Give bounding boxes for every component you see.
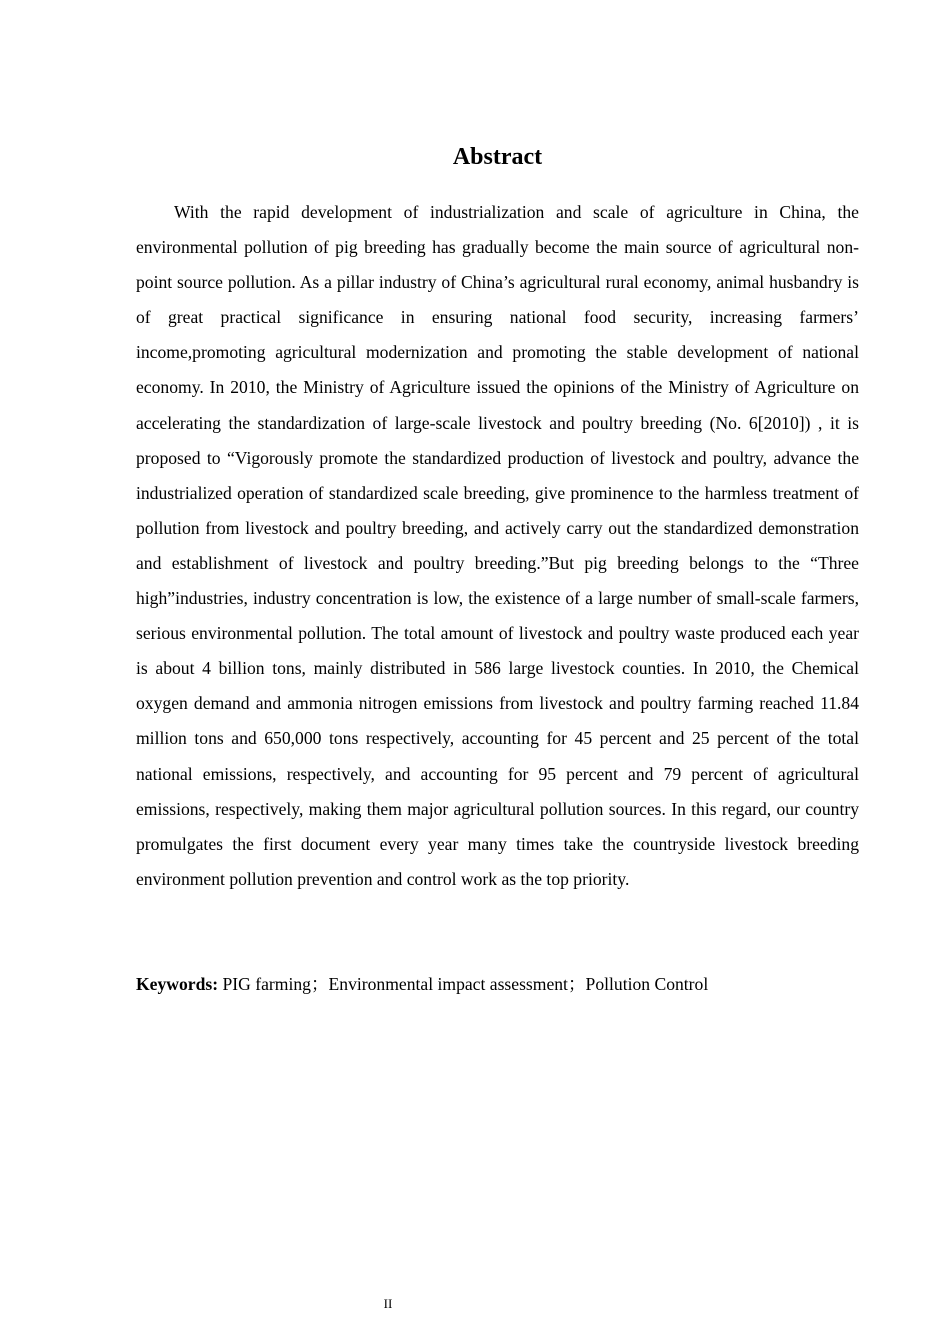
page-number: II bbox=[383, 1296, 393, 1311]
keywords-line bbox=[136, 967, 859, 1002]
keywords-label: Keywords: bbox=[136, 974, 219, 994]
abstract-title: Abstract bbox=[452, 144, 543, 170]
abstract-body: With the rapid development of industrialization and scale of agriculture in China, the environmental pollution of pig breeding has gradually become the main source of agricultural non-point source pollution. As a pillar industry of China’s agricultural rural economy, animal husbandry is of great practical significance in ensuring national food security, increasing farmers’ income,promoting agricultural modernization and promoting the stable development of national economy. In 2010, the Ministry of Agriculture issued the opinions of the Ministry of Agriculture on accelerating the standardization of large-scale livestock and poultry breeding (No. 6[2010]) , it is proposed to “Vigorously promote the standardized production of livestock and poultry, advance the industrialized operation of standardized scale breeding, give prominence to the harmless treatment of pollution from livestock and poultry breeding, and actively carry out the standardized demonstration and establishment of livestock and poultry breeding.”But pig breeding belongs to the “Three high”industries, industry concentration is low, the existence of a large number of small-scale farmers, serious environmental pollution. The total amount of livestock and poultry waste produced each year is about 4 billion tons, mainly distributed in 586 large livestock counties. In 2010, the Chemical oxygen demand and ammonia nitrogen emissions from livestock and poultry farming reached 11.84 million tons and 650,000 tons respectively, accounting for 45 percent and 25 percent of the total national emissions, respectively, and accounting for 95 percent and 79 percent of agricultural emissions, respectively, making them major agricultural pollution sources. In this regard, our country promulgates the first document every year many times take the countryside livestock breeding environment pollution prevention and control work as the top priority. bbox=[136, 202, 859, 889]
keywords-text: PIG farming；Environmental impact assessment；Pollution Control bbox=[222, 974, 709, 994]
